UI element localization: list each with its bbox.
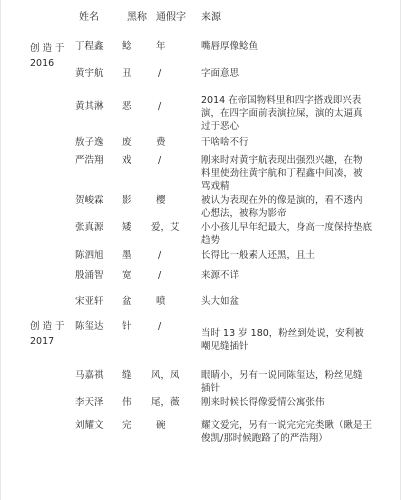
row-source-line: 料里使劲往黄宇航和丁程鑫中间凑，被 <box>201 168 363 179</box>
row-source-line: 眼睛小，另有一说同陈玺达，粉丝见缝 <box>201 370 363 381</box>
row-source-line: 演，在四字面前表演拉屎，演的太逼真 <box>201 108 363 119</box>
row-source <box>201 327 364 353</box>
row-name: 殷涌智 <box>75 270 104 281</box>
row-black: 盆 <box>122 296 132 307</box>
row-source-line: 嘲见缝插针 <box>201 341 249 352</box>
row-black: 恶 <box>122 101 132 112</box>
row-source <box>201 419 372 445</box>
group-2016-line2: 2016 <box>30 58 55 69</box>
row-black: 伟 <box>122 397 132 408</box>
row-source-line: 骂戏精 <box>201 181 230 192</box>
row-alias: / <box>158 101 162 112</box>
row-name: 黄宇航 <box>75 68 104 79</box>
row-black: 矮 <box>122 222 132 233</box>
group-2017-line2: 2017 <box>30 336 55 347</box>
row-source-line: 来源不详 <box>201 270 240 281</box>
row-alias: 风，凤 <box>151 370 180 381</box>
row-black: 丑 <box>122 68 132 79</box>
row-source <box>201 136 249 149</box>
row-source-line: 心想法，被称为影帝 <box>201 208 287 219</box>
row-alias: 樱 <box>156 195 166 206</box>
row-source-line: 趋势 <box>201 235 221 246</box>
row-black: 宽 <box>122 270 132 281</box>
row-name: 陈玺达 <box>75 321 104 332</box>
row-source-line: 刚来时候长得像爱情公寓张伟 <box>201 397 325 408</box>
row-alias: 费 <box>156 137 166 148</box>
row-source <box>201 221 372 247</box>
row-source-line: 被认为表现在外的像是演的，看不透内 <box>201 195 363 206</box>
row-name: 贺峻霖 <box>75 195 104 206</box>
row-source-line: 小小孩儿早年纪最大，身高一度保持垫底 <box>201 222 373 233</box>
row-alias: 喷 <box>156 296 166 307</box>
header-black: 黑称 <box>127 12 147 23</box>
row-black: 废 <box>122 137 132 148</box>
group-2017-label <box>30 319 65 349</box>
row-source <box>201 94 363 133</box>
row-black: 影 <box>122 195 132 206</box>
header-source: 来源 <box>201 12 221 23</box>
row-name: 刘耀文 <box>75 420 104 431</box>
row-black: 缝 <box>122 370 132 381</box>
row-alias: 碗 <box>156 420 166 431</box>
group-2016-line1: 创 造 于 <box>30 43 65 54</box>
row-alias: / <box>158 155 162 166</box>
row-source <box>201 67 239 80</box>
row-alias: / <box>158 250 162 261</box>
row-alias: / <box>158 270 162 281</box>
group-2016-label <box>30 41 65 71</box>
row-source <box>201 295 239 308</box>
header-name: 姓名 <box>79 12 99 23</box>
row-source <box>201 369 363 395</box>
row-source <box>201 396 325 409</box>
row-black: 完 <box>122 420 132 431</box>
row-name: 黄其淋 <box>75 101 104 112</box>
row-black: 针 <box>122 321 132 332</box>
row-source-line: 插针 <box>201 383 221 394</box>
row-alias: 尾，薇 <box>151 397 180 408</box>
row-source <box>201 154 363 193</box>
row-name: 陈泗旭 <box>75 250 104 261</box>
row-name: 马嘉祺 <box>75 370 104 381</box>
row-source-line: 头大如盆 <box>201 296 240 307</box>
row-source <box>201 249 315 262</box>
row-source-line: 嘴唇厚像鲶鱼 <box>201 41 259 52</box>
row-alias: / <box>158 321 162 332</box>
row-source-line: 过于恶心 <box>201 121 240 132</box>
row-source <box>201 269 239 282</box>
row-source-line: 俊凯/那时候跑路了的严浩翔） <box>201 433 328 444</box>
row-name: 宋亚轩 <box>75 296 104 307</box>
row-name: 张真源 <box>75 222 104 233</box>
row-source-line: 2014 在帝国物料里和四字搭戏即兴表 <box>201 95 362 106</box>
row-black: 戏 <box>122 155 132 166</box>
row-alias: 年 <box>156 41 166 52</box>
row-source-line: 字面意思 <box>201 68 240 79</box>
row-source-line: 干啥啥不行 <box>201 137 249 148</box>
row-source-line: 刚来时对黄宇航表现出强烈兴趣，在物 <box>201 155 363 166</box>
row-name: 严浩翔 <box>75 155 104 166</box>
row-source <box>201 40 258 53</box>
row-black: 墨 <box>122 250 132 261</box>
header-alias: 通假字 <box>156 12 186 23</box>
row-source-line: 当时 13 岁 180，粉丝到处说，安利被 <box>201 328 364 339</box>
row-name: 敖子逸 <box>75 137 104 148</box>
row-alias: 爱，艾 <box>151 222 180 233</box>
row-alias: / <box>158 68 162 79</box>
row-source <box>201 194 363 220</box>
row-source-line: 长得比一般素人还黑，且土 <box>201 250 316 261</box>
row-name: 李天泽 <box>75 397 104 408</box>
row-name: 丁程鑫 <box>75 41 104 52</box>
row-black: 鲶 <box>122 41 132 52</box>
group-2017-line1: 创 造 于 <box>30 321 65 332</box>
row-source-line: 耀文爱完，另有一说完完完类瞅（瞅是王 <box>201 420 373 431</box>
